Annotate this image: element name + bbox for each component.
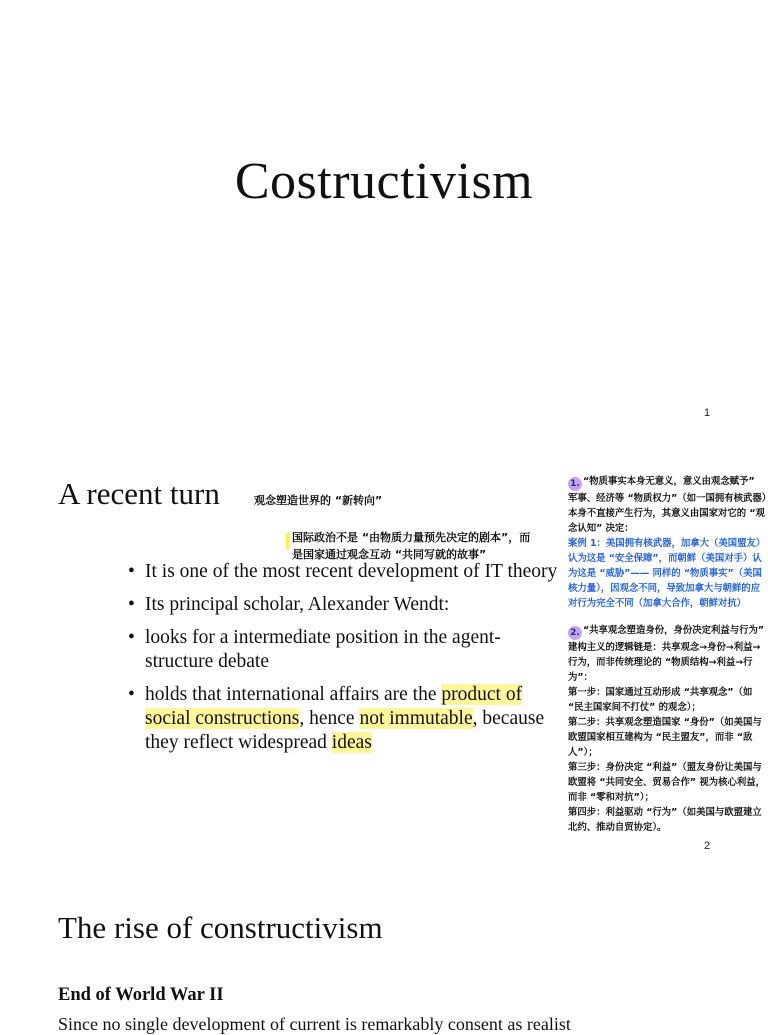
highlighted-text: product of social constructions <box>145 684 523 729</box>
note-1-body: 军事、经济等 “物质权力”（如一国拥有核武器）本身不直接产生行为，其意义由国家对它的 “观念认知” 决定： <box>568 493 767 534</box>
slide3-title: The rise of constructivism <box>58 910 383 945</box>
slide3-body-text: Since no single development of current is remarkably consent as realist <box>58 1014 571 1034</box>
bullet-list <box>128 560 568 764</box>
bullet-item <box>128 683 568 755</box>
slide3-subtitle: End of World War II <box>58 985 224 1005</box>
note-2-step-3: 第三步：身份决定 “利益”（盟友身份让美国与欧盟将 “共同安全、贸易合作” 视为核心利益，而非 “零和对抗”）； <box>568 762 765 803</box>
bullet-text: holds that international affairs are the <box>145 684 442 705</box>
highlight-marker <box>286 533 290 549</box>
note-2-step-2: 第二步：共享观念塑造国家 “身份”（如美国与欧盟国家相互建构为 “民主盟友”，而非 “敌人”）； <box>568 717 762 758</box>
note-2-chain: 建构主义的逻辑链是：共享观念→身份→利益→行为，而非传统理论的 “物质结构→利益→行为”： <box>568 642 761 683</box>
note-1-example: 案例 1：美国拥有核武器，加拿大（美国盟友）认为这是 “安全保障”，而朝鲜（美国对手）认为这是 “威胁”—— 同样的 “物质事实”（美国核力量），因观念不同，导致加拿大与朝鲜的应对行为完全不同（加拿大合作，朝鲜对抗） <box>568 538 766 609</box>
note-2-number-badge: 2. <box>568 626 582 640</box>
note-1-title: 1. “物质事实本身无意义，意义由观念赋予” <box>568 474 768 491</box>
note-1-number-badge: 1. <box>568 477 582 491</box>
bullet-item: • Its principal scholar, Alexander Wendt: <box>128 593 568 617</box>
slide1-title: Costructivism <box>234 153 534 210</box>
note-2-title: 2. “共享观念塑造身份，身份决定利益与行为” <box>568 623 768 640</box>
highlight-annotation <box>292 529 564 563</box>
note-2-step-1: 第一步：国家通过互动形成 “共享观念”（如 “民主国家间不打仗” 的观念）； <box>568 687 753 713</box>
title-annotation: 观念塑造世界的 “新转向” <box>254 494 383 507</box>
bullet-item: • It is one of the most recent development of IT theory <box>128 560 568 584</box>
bullet-text: , because they reflect widespread <box>145 708 545 753</box>
slide1-page-number: 1 <box>704 407 711 419</box>
note-2-step-4: 第四步：利益驱动 “行为”（如美国与欧盟建立北约、推动自贸协定）。 <box>568 807 762 833</box>
slide2-page-number: 2 <box>704 840 711 852</box>
highlighted-text: not immutable <box>359 708 473 729</box>
bullet-item: • looks for a intermediate position in the agent-structure debate <box>128 626 568 674</box>
slide2-title: A recent turn <box>58 476 220 511</box>
bullet-text: , hence <box>299 708 360 729</box>
annotation-line-1: 国际政治不是 “由物质力量预先决定的剧本”，而 <box>292 531 531 544</box>
highlighted-text: ideas <box>331 732 372 753</box>
annotation-line-2: 是国家通过观念互动 “共同写就的故事” <box>292 548 487 561</box>
side-notes-panel <box>568 474 768 835</box>
